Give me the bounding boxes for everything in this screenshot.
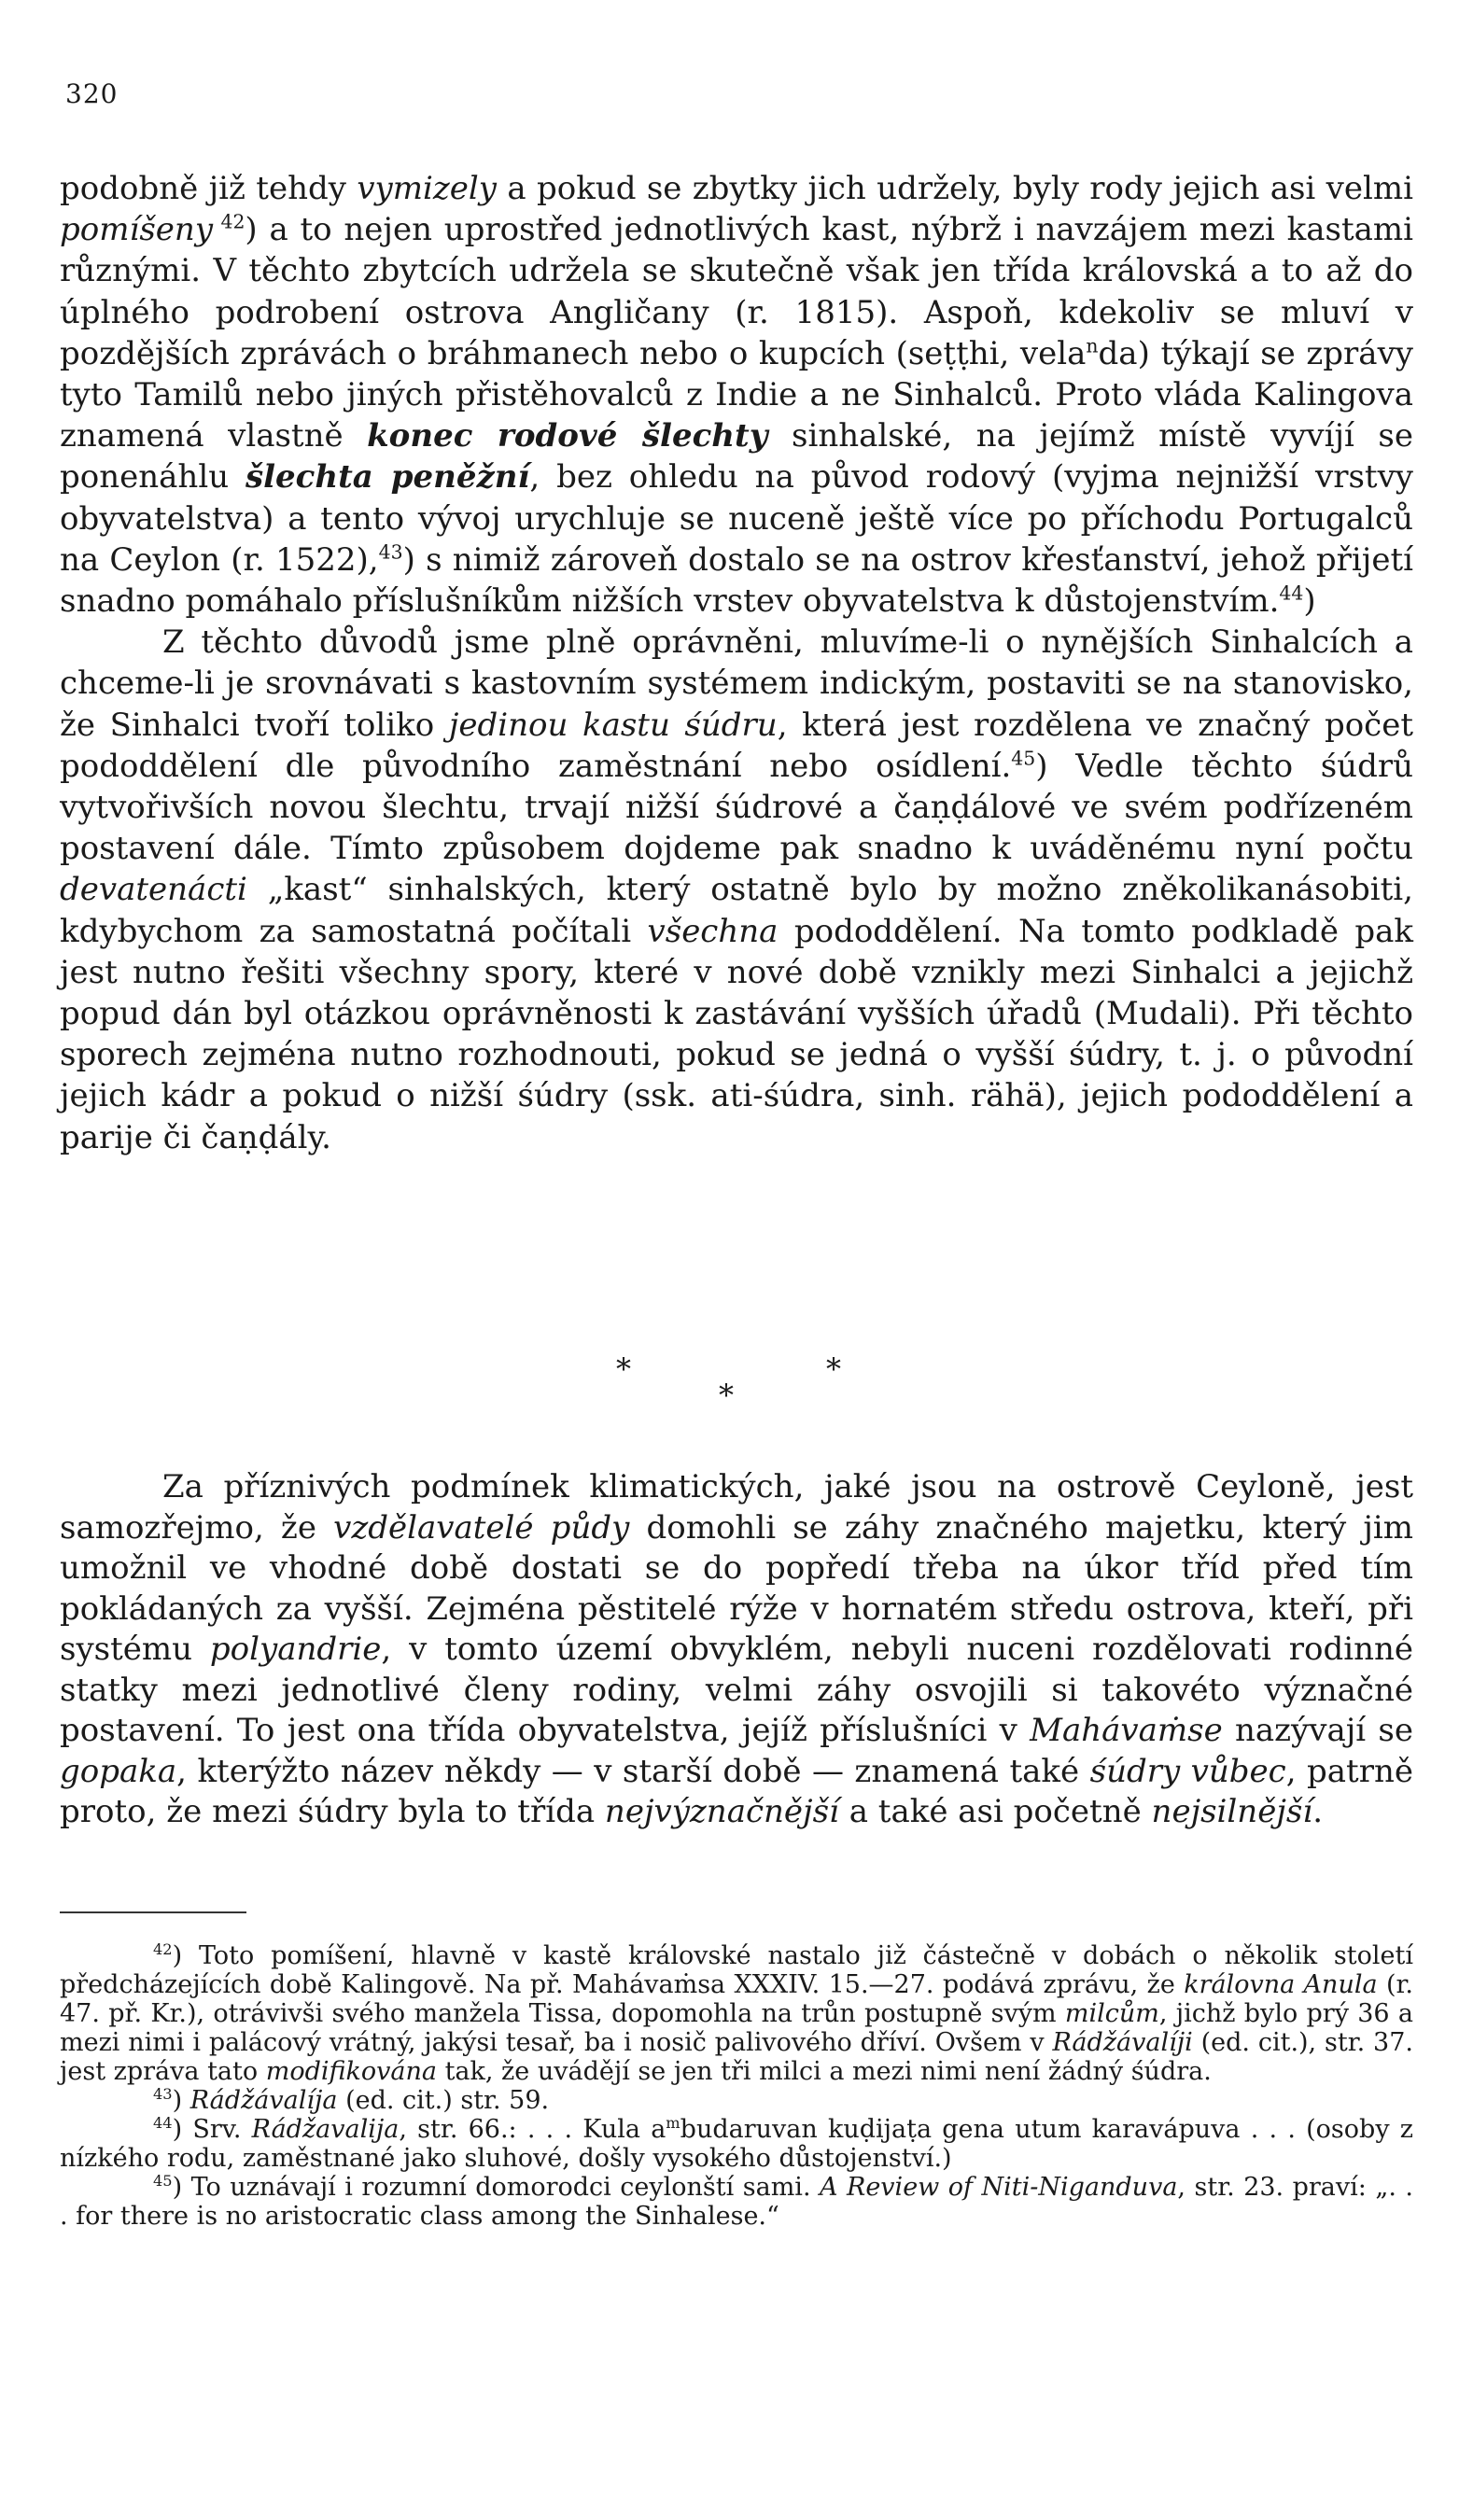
italic-text: jedinou kastu śúdru [448,706,778,744]
text-run: domohli se záhy značného majetku, který jim umožnil ve vhodné době dostati se do popředí třeba na úkor tříd před tím pokládaných za vyšší. Zejména pěstitelé rýže v hornatém středu ostrova, kteří, při systému [60,1508,1413,1668]
text-run: Z těchto důvodů jsme plně oprávněni, mluvíme-li o nynějších Sinhalcích a chceme-li je srovnávati s kastovním systémem indickým, postaviti se na stanovisko, že Sinhalci tvoří toliko [60,623,1413,744]
superscript: m [666,2114,680,2132]
asterism-star: * [826,1351,841,1387]
footnote-44 [60,2115,1413,2173]
text-run: ) Srv. [172,2115,252,2144]
text-run: , str. 23. praví: „. . . for there is no aristocratic class among the Sinhalese.“ [60,2173,1414,2231]
page-number: 320 [65,78,119,109]
superscript: 43 [378,540,403,564]
italic-text: A Review of Niti-Niganduva [820,2173,1178,2202]
footnotes [60,1941,1413,2231]
text-run: nazývají se [1222,1712,1414,1749]
italic-text: Rádžavalija [251,2115,400,2144]
italic-text: Rádžávalíja [189,2086,338,2115]
text-run: ) Toto pomíšení, hlavně v kastě královské nastalo již částečně v dobách o několik století předcházejících době Kalingově. Na př. Mahávaṁsa XXXIV. 15.—27. podává zprávu, že [60,1941,1413,1999]
text-run: podobně již tehdy [60,170,358,207]
text-run: ) a to nejen uprostřed jednotlivých kast, nýbrž i navzájem mezi kastami různými. V těchto zbytcích udržela se skutečně však jen třída královská a to až do úplného podrobení ostrova Angličany (r. 1815). Aspoň, kdekoliv se mluví v pozdějších zprávách o bráhmanech nebo o kupcích (seṭṭhi, vela [60,211,1413,372]
italic-text: vzdělavatelé půdy [333,1508,630,1547]
italic-text: vymizely [357,170,497,207]
italic-text: modifikována [265,2057,437,2086]
text-run: budaruvan kuḍijaṭa gena utum karavápuva . . . (osoby z nízkého rodu, zaměstnané jako sluhové, došly vysokého důstojenství.) [60,2115,1414,2173]
italic-text: nejvýznačnější [604,1793,839,1830]
italic-text: gopaka [60,1752,177,1790]
italic-text: polyandrie [209,1631,382,1668]
text-run: , v tomto území obvyklém, nebyli nuceni rozdělovati rodinné statky mezi jednotlivé členy rodiny, velmi záhy osvojili si takovéto význačné postavení. To jest ona třída obyvatelstva, jejíž příslušníci v [60,1631,1413,1749]
italic-text: Rádžávalíji [1052,2028,1193,2057]
text-run: „kast“ sinhalských, který ostatně bylo by možno zněkolikanásobiti, kdybychom za samostatná počítali [60,871,1413,950]
text-run: , která jest rozdělena ve značný počet pododdělení dle původního zaměstnání nebo osídlení. [60,706,1414,785]
superscript: 43 [153,2085,173,2103]
emphasis-text: šlechta peněžní [245,458,530,497]
section-text [60,1467,1413,1833]
italic-text: všechna [647,912,779,950]
emphasis-text: konec rodové šlechty [367,417,768,455]
text-run: ) [1303,582,1316,621]
text-run: ) Vedle těchto śúdrů vytvořivších novou šlechtu, trvají nižší śúdrové a čaṇḍálové ve svém podřízeném postavení dále. Tímto způsobem dojdeme pak snadno k uváděnému nyní počtu [60,747,1413,868]
italic-text: nejsilnější [1151,1793,1313,1830]
text-run: Za příznivých podmínek klimatických, jaké jsou na ostrově Ceyloně, jest samozřejmo, že [60,1468,1413,1547]
italic-text: královna Anula [1184,1970,1378,1999]
superscript: 45 [153,2172,173,2190]
text-run: , jichž bylo prý 36 a mezi nimi i palácový vrátný, jakýsi tesař, ba i nosič palivového dříví. Ovšem v [60,1999,1413,2057]
superscript: 42 [153,1940,173,1958]
asterism [0,1351,1459,1413]
italic-text: milcům [1064,1999,1159,2028]
footnote-rule [60,1911,246,1913]
text-run: (ed. cit.), str. 37. jest zpráva tato [60,2028,1413,2086]
text-run: da) týkají se zprávy tyto Tamilů nebo jiných přistěhovalců z Indie a ne Sinhalců. Proto vláda Kalingova znamená vlastně [60,334,1413,455]
text-run: . [1312,1793,1323,1830]
text-run: a pokud se zbytky jich udržely, byly rody jejich asi velmi [496,170,1413,207]
superscript: 44 [1279,581,1304,605]
text-run: , str. 66.: . . . Kula a [399,2115,666,2144]
text-run: (r. 47. př. Kr.), otrávivši svého manžela Tissa, dopomohla na trůn postupně svým [60,1970,1414,2028]
text-run: pododdělení. Na tomto podkladě pak jest nutno řešiti všechny spory, které v nové době vznikly mezi Sinhalci a jejichž popud dán byl otázkou oprávněnosti k zastávání vyšších úřadů (Mudali). Při těchto sporech zejména nutno rozhodnouti, pokud se jedná o vyšší śúdry, t. j. o původní jejich kádr a pokud o nižší śúdry (ssk. ati-śúdra, sinh. rähä), jejich pododdělení a parije či čaṇḍály. [60,912,1413,1156]
paragraph-2 [60,622,1413,1158]
text-run: , kterýžto název někdy — v starší době — znamená také [176,1752,1090,1790]
text-run: (ed. cit.) str. 59. [337,2086,550,2115]
asterism-star: * [616,1351,631,1387]
italic-text: Mahávaṁse [1030,1712,1223,1749]
superscript: 44 [153,2114,173,2132]
text-run: ) [172,2086,190,2115]
main-text [60,168,1413,1158]
asterism-star: * [719,1378,734,1413]
footnote-43 [60,2086,1413,2115]
text-run: tak, že uvádějí se jen tři milci a mezi nimi není žádný śúdra. [436,2057,1212,2086]
italic-text: śúdry vůbec [1089,1752,1286,1790]
superscript: n [1086,334,1099,357]
text-run: sinhalské, na jejímž místě vyvíjí se ponenáhlu [60,417,1413,497]
paragraph-1 [60,168,1413,622]
text-run: , patrně proto, že mezi śúdry byla to třída [60,1752,1413,1830]
superscript: 45 [1011,747,1036,770]
text-run: a také asi početně [838,1793,1152,1830]
paragraph-3 [60,1467,1413,1833]
footnote-45 [60,2173,1413,2231]
italic-text: pomíšeny [60,211,214,249]
footnote-42 [60,1941,1413,2086]
text-run: ) s nimiž zároveň dostalo se na ostrov křesťanství, jehož přijetí snadno pomáhalo příslušníkům nižších vrstev obyvatelstva k důstojenstvím. [60,540,1413,621]
superscript: 42 [213,210,246,233]
italic-text: devatenácti [60,871,247,909]
text-run: , bez ohledu na původ rodový (vyjma nejnižší vrstvy obyvatelstva) a tento vývoj urychluje se nuceně ještě více po příchodu Portugalců na Ceylon (r. 1522), [60,458,1413,579]
text-run: ) To uznávají i rozumní domorodci ceylonští sami. [172,2173,821,2202]
